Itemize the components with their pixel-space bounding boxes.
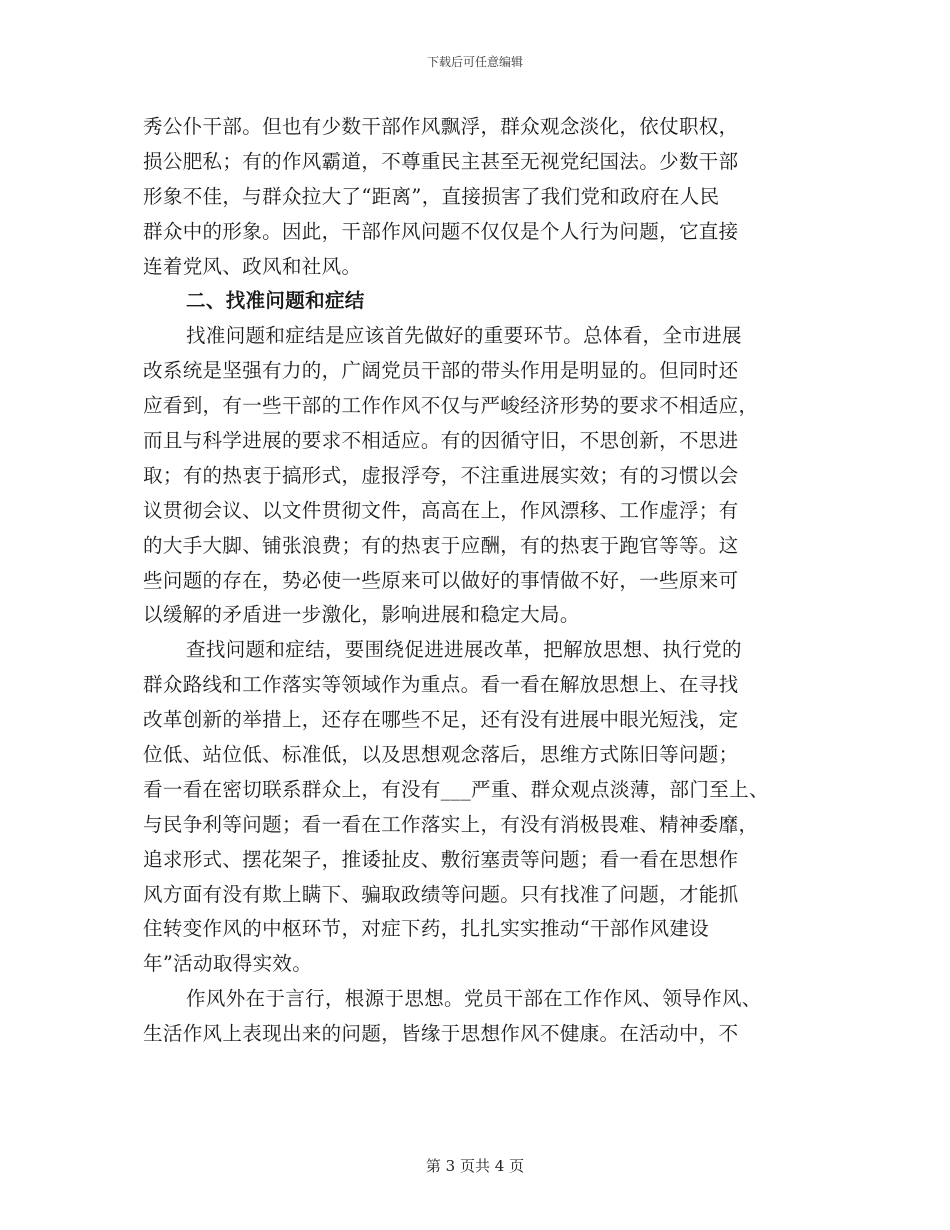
- text-line: 与民争利等问题；看一看在工作落实上，有没有消极畏难、精神委靡，: [143, 812, 759, 836]
- text-line: 些问题的存在，势必使一些原来可以做好的事情做不好，一些原来可: [143, 568, 739, 592]
- text-line: 作风外在于言行，根源于思想。党员干部在工作作风、领导作风、: [186, 987, 762, 1011]
- text-line: 改革创新的举措上，还存在哪些不足，还有没有进展中眼光短浅，定: [143, 708, 739, 732]
- text-line: 取；有的热衷于搞形式，虚报浮夸，不注重进展实效；有的习惯以会: [143, 463, 739, 487]
- text-line: 年”活动取得实效。: [143, 952, 313, 976]
- text-line: 追求形式、摆花架子，推诿扯皮、敷衍塞责等问题；看一看在思想作: [143, 847, 739, 871]
- text-line: 以缓解的矛盾进一步激化，影响进展和稳定大局。: [143, 603, 580, 627]
- text-line: 找准问题和症结是应该首先做好的重要环节。总体看，全市进展: [186, 324, 742, 348]
- text-line: 位低、站位低、标准低，以及思想观念落后，思维方式陈旧等问题；: [143, 743, 739, 767]
- text-line: 看一看在密切联系群众上，有没有___严重、群众观点淡薄，部门至上、: [143, 777, 769, 801]
- text-line: 生活作风上表现出来的问题，皆缘于思想作风不健康。在活动中，不: [143, 1022, 739, 1046]
- text-line: 的大手大脚、铺张浪费；有的热衷于应酬，有的热衷于跑官等等。这: [143, 533, 739, 557]
- text-line: 查找问题和症结，要围绕促进进展改革，把解放思想、执行党的: [186, 638, 742, 662]
- text-line: 而且与科学进展的要求不相适应。有的因循守旧，不思创新，不思进: [143, 429, 739, 453]
- page-header: 下载后可任意编辑: [426, 55, 523, 69]
- text-line: 连着党风、政风和社风。: [143, 254, 362, 278]
- text-line: 住转变作风的中枢环节，对症下药，扎扎实实推动“干部作风建设: [143, 917, 710, 941]
- text-line: 损公肥私；有的作风霸道，不尊重民主甚至无视党纪国法。少数干部: [143, 149, 739, 173]
- text-line: 议贯彻会议、以文件贯彻文件，高高在上，作风漂移、工作虚浮；有: [143, 498, 739, 522]
- text-line: 应看到，有一些干部的工作作风不仅与严峻经济形势的要求不相适应，: [143, 394, 759, 418]
- text-line: 改系统是坚强有力的，广阔党员干部的带头作用是明显的。但同时还: [143, 359, 739, 383]
- text-line: 群众路线和工作落实等领域作为重点。看一看在解放思想上、在寻找: [143, 673, 739, 697]
- text-line: 风方面有没有欺上瞒下、骗取政绩等问题。只有找准了问题，才能抓: [143, 882, 739, 906]
- document-body: [143, 110, 803, 1052]
- page-footer: 第 3 页共 4 页: [425, 1157, 525, 1175]
- text-line: 秀公仆干部。但也有少数干部作风飘浮，群众观念淡化，依仗职权，: [143, 115, 739, 138]
- text-line: 形象不佳，与群众拉大了“距离”，直接损害了我们党和政府在人民: [143, 184, 720, 208]
- section-heading: 二、找准问题和症结: [186, 289, 365, 313]
- text-line: 群众中的形象。因此，干部作风问题不仅仅是个人行为问题，它直接: [143, 219, 739, 243]
